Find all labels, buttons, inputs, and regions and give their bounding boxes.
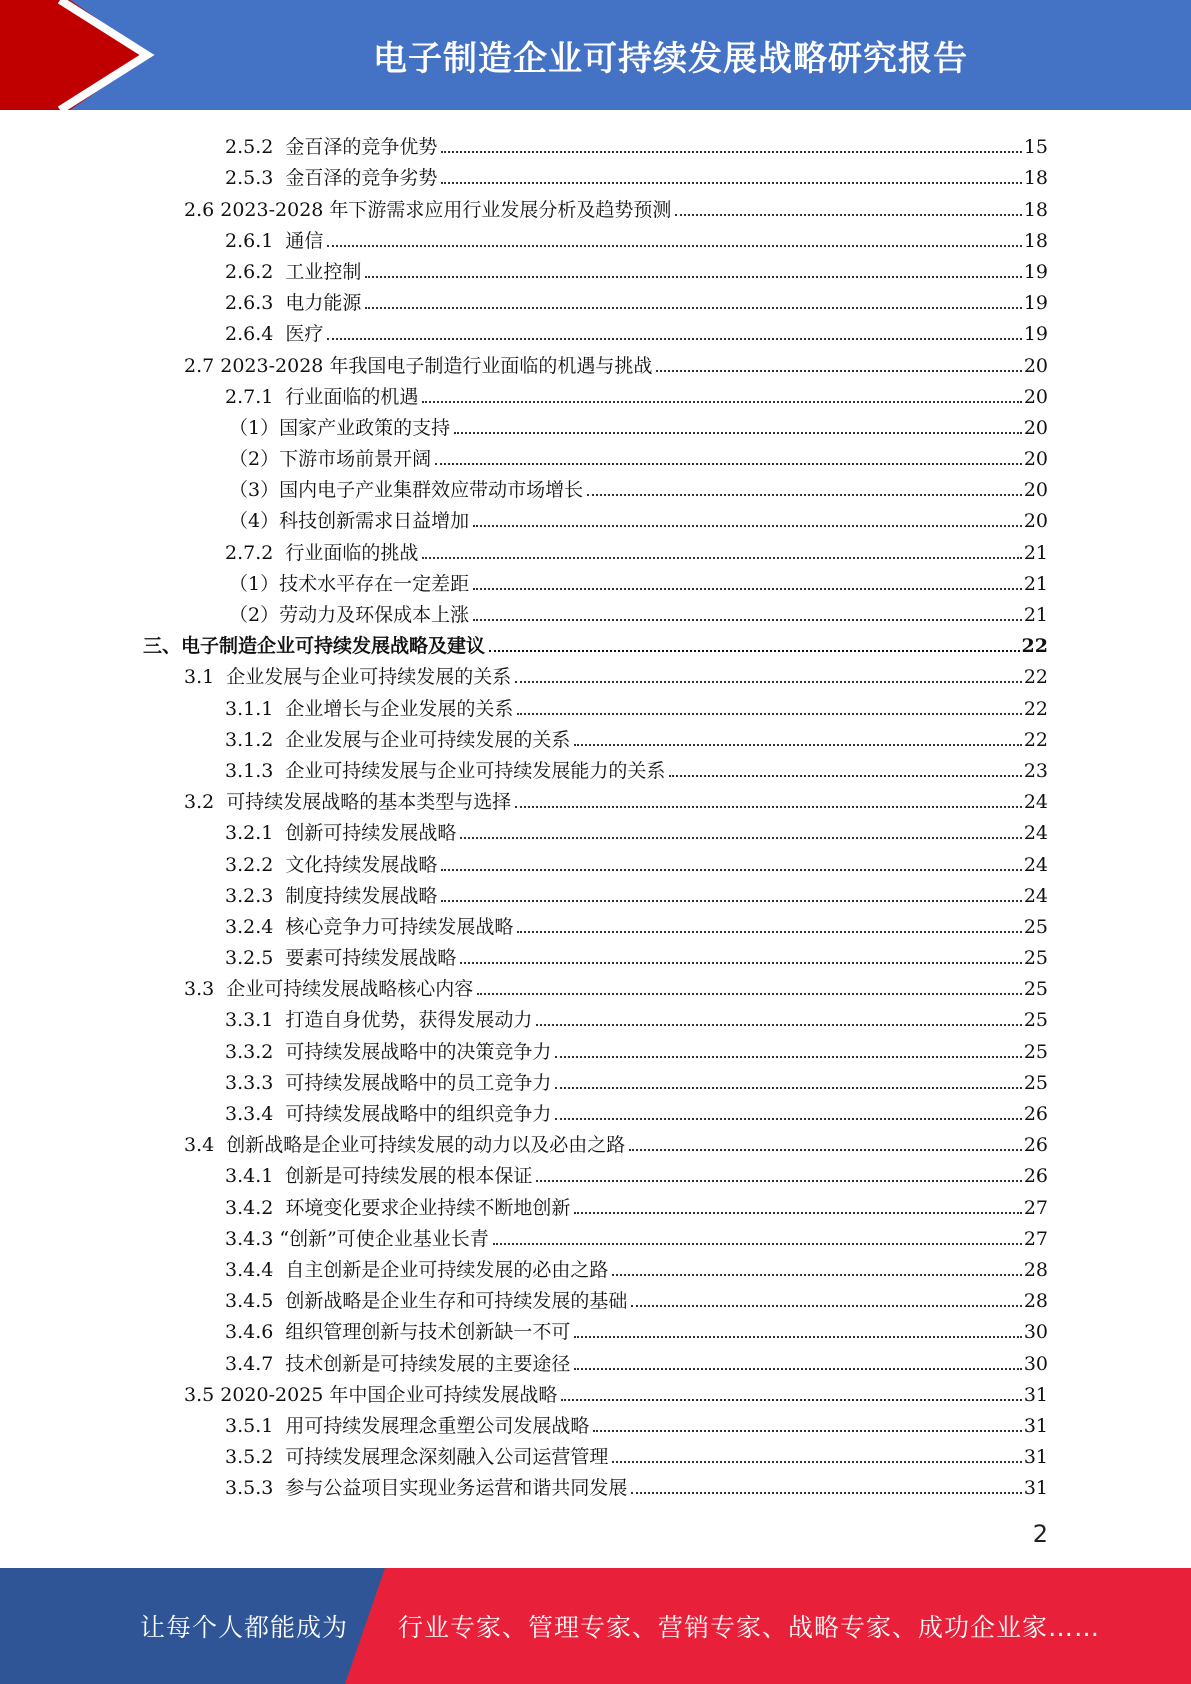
toc-dot-leader xyxy=(327,245,1021,247)
toc-entry-page: 25 xyxy=(1023,1009,1048,1032)
toc-entry[interactable] xyxy=(0,190,1191,221)
toc-dot-leader xyxy=(454,432,1022,434)
toc-entry-page: 25 xyxy=(1023,978,1048,1001)
toc-entry[interactable] xyxy=(0,315,1191,346)
toc-entry[interactable] xyxy=(0,533,1191,564)
toc-entry[interactable] xyxy=(0,1095,1191,1126)
toc-entry-title: 2.7.2 行业面临的挑战 xyxy=(225,541,419,564)
toc-entry[interactable] xyxy=(0,1344,1191,1375)
toc-dot-leader xyxy=(460,837,1021,839)
toc-entry-page: 25 xyxy=(1023,1040,1048,1063)
toc-entry-title: 3.1.1 企业增长与企业发展的关系 xyxy=(225,697,514,720)
toc-entry-title: 三、电子制造企业可持续发展战略及建议 xyxy=(143,635,486,658)
toc-entry-title: 2.5.3 金百泽的竞争劣势 xyxy=(225,167,438,190)
toc-entry-page: 19 xyxy=(1023,260,1048,283)
toc-dot-leader xyxy=(612,1274,1021,1276)
toc-entry-title: （4）科技创新需求日益增加 xyxy=(229,510,470,533)
page-number: 2 xyxy=(1032,1520,1048,1548)
toc-entry-title: 3.3.2 可持续发展战略中的决策竞争力 xyxy=(225,1040,552,1063)
toc-entry[interactable] xyxy=(0,752,1191,783)
toc-dot-leader xyxy=(587,494,1022,496)
toc-entry-title: 3.5.1 用可持续发展理念重塑公司发展战略 xyxy=(225,1414,590,1437)
toc-entry[interactable] xyxy=(0,1469,1191,1500)
toc-entry-title: 3.5 2020-2025 年中国企业可持续发展战略 xyxy=(184,1383,558,1406)
toc-entry[interactable] xyxy=(0,658,1191,689)
toc-entry-page: 31 xyxy=(1023,1383,1048,1406)
toc-dot-leader xyxy=(460,962,1021,964)
toc-entry-page: 28 xyxy=(1023,1290,1048,1313)
toc-dot-leader xyxy=(473,619,1022,621)
toc-entry-page: 19 xyxy=(1023,292,1048,315)
toc-entry-page: 20 xyxy=(1023,354,1048,377)
toc-entry[interactable] xyxy=(0,845,1191,876)
toc-dot-leader xyxy=(493,1243,1022,1245)
toc-entry-page: 25 xyxy=(1023,947,1048,970)
toc-entry[interactable] xyxy=(0,471,1191,502)
toc-dot-leader xyxy=(555,1056,1021,1058)
toc-entry-page: 21 xyxy=(1023,604,1048,626)
toc-dot-leader xyxy=(517,931,1021,933)
toc-entry[interactable] xyxy=(0,970,1191,1001)
toc-entry[interactable] xyxy=(0,627,1191,658)
toc-entry[interactable] xyxy=(0,284,1191,315)
toc-dot-leader xyxy=(477,993,1022,995)
toc-entry-page: 20 xyxy=(1023,479,1048,502)
toc-entry-page: 18 xyxy=(1023,198,1048,221)
toc-dot-leader xyxy=(612,1461,1021,1463)
toc-entry-title: 2.7 2023-2028 年我国电子制造行业面临的机遇与挑战 xyxy=(184,354,653,377)
toc-entry-title: 2.7.1 行业面临的机遇 xyxy=(225,385,419,408)
toc-entry-title: 3.4.3 “创新”可使企业基业长青 xyxy=(225,1227,489,1250)
toc-entry[interactable] xyxy=(0,440,1191,471)
toc-entry-page: 26 xyxy=(1023,1103,1048,1125)
toc-dot-leader xyxy=(555,1087,1021,1089)
table-of-contents xyxy=(0,128,1191,1500)
toc-dot-leader xyxy=(631,1305,1021,1307)
toc-entry-page: 31 xyxy=(1023,1477,1048,1500)
page-footer xyxy=(0,1568,1191,1684)
toc-dot-leader xyxy=(441,869,1021,871)
toc-entry[interactable] xyxy=(0,877,1191,908)
toc-entry[interactable] xyxy=(0,1126,1191,1157)
toc-entry-title: 2.5.2 金百泽的竞争优势 xyxy=(225,136,438,159)
toc-dot-leader xyxy=(574,744,1021,746)
footer-slogan-left: 让每个人都能成为 xyxy=(140,1613,349,1642)
report-title: 电子制造企业可持续发展战略研究报告 xyxy=(373,38,968,79)
toc-entry[interactable] xyxy=(0,689,1191,720)
toc-dot-leader xyxy=(515,681,1022,683)
page-header xyxy=(0,0,1191,110)
toc-dot-leader xyxy=(441,151,1021,153)
toc-entry-title: 3.2.5 要素可持续发展战略 xyxy=(225,947,457,970)
toc-entry-title: （3）国内电子产业集群效应带动市场增长 xyxy=(229,479,584,502)
toc-entry[interactable] xyxy=(0,1001,1191,1032)
toc-entry[interactable] xyxy=(0,1251,1191,1282)
toc-entry[interactable] xyxy=(0,159,1191,190)
toc-entry-title: 3.2.2 文化持续发展战略 xyxy=(225,853,438,876)
toc-entry-page: 24 xyxy=(1023,791,1048,814)
toc-entry[interactable] xyxy=(0,783,1191,814)
toc-entry-page: 20 xyxy=(1023,510,1048,533)
toc-entry-title: 3.5.3 参与公益项目实现业务运营和谐共同发展 xyxy=(225,1477,628,1500)
toc-dot-leader xyxy=(631,1492,1021,1494)
toc-dot-leader xyxy=(555,1118,1021,1120)
toc-entry-title: 3.1 企业发展与企业可持续发展的关系 xyxy=(184,666,512,689)
toc-dot-leader xyxy=(536,1180,1021,1182)
toc-entry-page: 28 xyxy=(1023,1258,1048,1281)
toc-entry[interactable] xyxy=(0,1313,1191,1344)
toc-entry-page: 20 xyxy=(1023,448,1048,471)
toc-entry-title: 3.4.2 环境变化要求企业持续不断地创新 xyxy=(225,1196,571,1219)
toc-entry-title: （1）技术水平存在一定差距 xyxy=(229,572,470,595)
toc-entry[interactable] xyxy=(0,1438,1191,1469)
toc-dot-leader xyxy=(365,307,1021,309)
toc-entry[interactable] xyxy=(0,222,1191,253)
toc-entry-title: 2.6.1 通信 xyxy=(225,229,324,252)
toc-entry-page: 22 xyxy=(1023,666,1048,689)
toc-dot-leader xyxy=(656,370,1021,372)
toc-dot-leader xyxy=(669,775,1021,777)
toc-entry[interactable] xyxy=(0,565,1191,596)
toc-dot-leader xyxy=(629,1149,1022,1151)
toc-entry[interactable] xyxy=(0,908,1191,939)
toc-entry-page: 30 xyxy=(1023,1352,1048,1375)
toc-entry[interactable] xyxy=(0,346,1191,377)
toc-entry-title: 2.6.3 电力能源 xyxy=(225,292,362,315)
toc-dot-leader xyxy=(473,525,1022,527)
toc-entry-page: 22 xyxy=(1021,635,1048,658)
toc-entry-page: 25 xyxy=(1023,915,1048,938)
toc-dot-leader xyxy=(441,900,1021,902)
toc-entry[interactable] xyxy=(0,1064,1191,1095)
toc-entry-title: 3.1.2 企业发展与企业可持续发展的关系 xyxy=(225,728,571,751)
toc-entry-title: 3.3.4 可持续发展战略中的组织竞争力 xyxy=(225,1103,552,1125)
toc-entry[interactable] xyxy=(0,939,1191,970)
toc-dot-leader xyxy=(422,557,1021,559)
toc-entry[interactable] xyxy=(0,1282,1191,1313)
toc-dot-leader xyxy=(422,401,1021,403)
toc-dot-leader xyxy=(515,806,1022,808)
toc-entry-title: 3.4.1 创新是可持续发展的根本保证 xyxy=(225,1165,533,1188)
toc-entry-page: 24 xyxy=(1023,853,1048,876)
toc-entry-page: 19 xyxy=(1023,323,1048,346)
toc-entry-page: 15 xyxy=(1023,136,1048,159)
toc-entry[interactable] xyxy=(0,502,1191,533)
toc-entry[interactable] xyxy=(0,1376,1191,1407)
toc-entry-title: （2）劳动力及环保成本上涨 xyxy=(229,604,470,626)
toc-entry-page: 26 xyxy=(1023,1134,1048,1157)
toc-entry-title: 3.4 创新战略是企业可持续发展的动力以及必由之路 xyxy=(184,1134,626,1157)
toc-entry-title: 3.3 企业可持续发展战略核心内容 xyxy=(184,978,474,1001)
toc-entry[interactable] xyxy=(0,1032,1191,1063)
toc-entry-title: 3.4.4 自主创新是企业可持续发展的必由之路 xyxy=(225,1258,609,1281)
toc-entry-page: 22 xyxy=(1023,728,1048,751)
toc-dot-leader xyxy=(441,182,1021,184)
toc-dot-leader xyxy=(574,1368,1021,1370)
toc-entry-title: 2.6.2 工业控制 xyxy=(225,260,362,283)
toc-entry-title: 3.5.2 可持续发展理念深刻融入公司运营管理 xyxy=(225,1446,609,1469)
toc-entry-title: 2.6 2023-2028 年下游需求应用行业发展分析及趋势预测 xyxy=(184,198,672,221)
toc-entry-page: 21 xyxy=(1023,572,1048,595)
toc-entry-page: 31 xyxy=(1023,1414,1048,1437)
toc-entry-page: 27 xyxy=(1023,1196,1048,1219)
toc-entry[interactable] xyxy=(0,1407,1191,1438)
toc-entry-page: 31 xyxy=(1023,1446,1048,1469)
toc-entry-page: 18 xyxy=(1023,229,1048,252)
toc-entry[interactable] xyxy=(0,253,1191,284)
toc-entry[interactable] xyxy=(0,596,1191,627)
toc-entry-title: 3.4.7 技术创新是可持续发展的主要途径 xyxy=(225,1352,571,1375)
toc-entry[interactable] xyxy=(0,814,1191,845)
toc-entry[interactable] xyxy=(0,128,1191,159)
toc-entry[interactable] xyxy=(0,721,1191,752)
toc-entry[interactable] xyxy=(0,1188,1191,1219)
toc-entry-page: 20 xyxy=(1023,385,1048,408)
toc-entry[interactable] xyxy=(0,1157,1191,1188)
toc-dot-leader xyxy=(561,1399,1021,1401)
toc-dot-leader xyxy=(473,588,1022,590)
toc-entry-page: 25 xyxy=(1023,1071,1048,1094)
toc-entry-page: 24 xyxy=(1023,884,1048,907)
toc-dot-leader xyxy=(517,713,1021,715)
toc-entry-title: 3.2.4 核心竞争力可持续发展战略 xyxy=(225,915,514,938)
toc-entry-title: 3.3.3 可持续发展战略中的员工竞争力 xyxy=(225,1071,552,1094)
toc-entry-title: 3.4.6 组织管理创新与技术创新缺一不可 xyxy=(225,1321,571,1344)
toc-entry-title: 3.1.3 企业可持续发展与企业可持续发展能力的关系 xyxy=(225,759,666,782)
toc-entry-title: 3.2 可持续发展战略的基本类型与选择 xyxy=(184,791,512,814)
toc-dot-leader xyxy=(593,1430,1021,1432)
toc-dot-leader xyxy=(574,1336,1021,1338)
toc-dot-leader xyxy=(489,650,1020,652)
toc-entry[interactable] xyxy=(0,1220,1191,1251)
toc-entry-title: （1）国家产业政策的支持 xyxy=(229,416,451,439)
toc-entry-title: 2.6.4 医疗 xyxy=(225,323,324,346)
toc-entry-page: 20 xyxy=(1023,416,1048,439)
toc-dot-leader xyxy=(675,214,1021,216)
toc-dot-leader xyxy=(435,463,1022,465)
toc-entry-page: 22 xyxy=(1023,697,1048,720)
toc-entry-page: 27 xyxy=(1023,1227,1048,1250)
footer-slogan-right: 行业专家、管理专家、营销专家、战略专家、成功企业家…… xyxy=(398,1613,1101,1642)
toc-dot-leader xyxy=(574,1212,1021,1214)
toc-entry[interactable] xyxy=(0,409,1191,440)
toc-entry-page: 24 xyxy=(1023,822,1048,845)
toc-entry-page: 21 xyxy=(1023,541,1048,564)
toc-dot-leader xyxy=(327,338,1021,340)
toc-entry-page: 18 xyxy=(1023,167,1048,190)
toc-entry-page: 23 xyxy=(1023,759,1048,782)
toc-entry-title: 3.2.3 制度持续发展战略 xyxy=(225,884,438,907)
toc-entry-title: 3.3.1 打造自身优势，获得发展动力 xyxy=(225,1009,533,1032)
toc-dot-leader xyxy=(536,1024,1021,1026)
toc-entry-page: 30 xyxy=(1023,1321,1048,1344)
toc-entry[interactable] xyxy=(0,378,1191,409)
toc-dot-leader xyxy=(365,276,1021,278)
toc-entry-title: （2）下游市场前景开阔 xyxy=(229,448,432,471)
toc-entry-page: 26 xyxy=(1023,1165,1048,1188)
toc-entry-title: 3.4.5 创新战略是企业生存和可持续发展的基础 xyxy=(225,1290,628,1313)
toc-entry-title: 3.2.1 创新可持续发展战略 xyxy=(225,822,457,845)
